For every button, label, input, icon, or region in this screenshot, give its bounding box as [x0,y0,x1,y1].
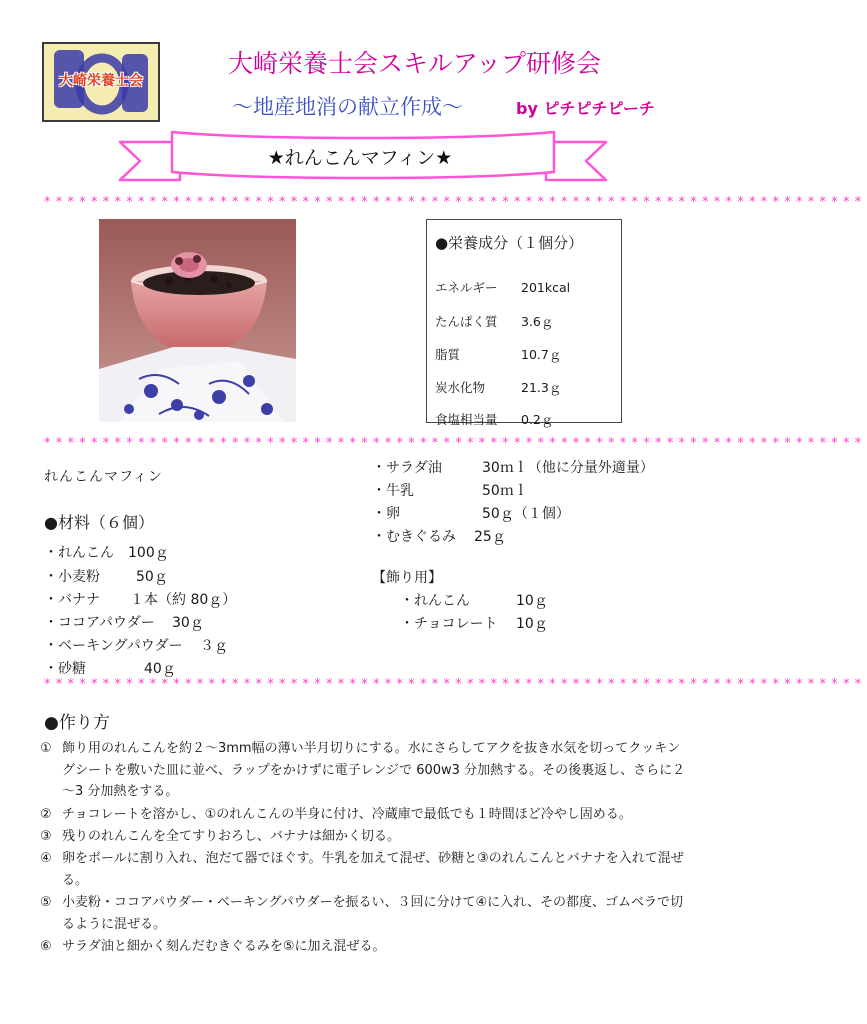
step-number: ② [40,807,52,822]
ingredient-amount: 10ｇ [516,616,548,632]
ingredients-title: ●材料（６個） [44,513,154,532]
ingredient-item [44,612,204,632]
ingredient-amount: ３ｇ [200,638,228,654]
ingredient-amount: 50ｇ [136,569,168,585]
nutrition-row [435,312,553,330]
nutrition-value: 10.7ｇ [521,347,562,362]
nutrition-facts-box [426,219,622,427]
nutrition-label: エネルギー [435,280,498,295]
method-step [40,826,690,848]
ingredient-name: ・砂糖 [44,661,86,677]
method-step [40,848,690,891]
step-number: ① [40,741,52,756]
nutrition-label: 脂質 [435,347,461,362]
ingredient-amount: 30ｇ [172,615,204,631]
ingredient-name: ・牛乳 [372,483,414,499]
ingredient-name: ・れんこん [400,593,470,609]
dish-name: れんこんマフィン [44,469,163,485]
decoration-item [400,590,548,610]
step-number: ④ [40,851,52,866]
decoration-item [400,613,548,633]
ingredient-name: ・バナナ [44,592,100,608]
ingredient-item [372,503,570,523]
ingredient-name: ・ベーキングパウダー [44,638,183,654]
nutrition-value: 3.6ｇ [521,314,554,329]
method-step [40,892,690,935]
ingredient-name: ・チョコレート [400,616,498,632]
ingredient-amount: 50ｍｌ [482,483,528,499]
recipe-banner-title: ★れんこんマフィン★ [267,147,453,169]
step-text: 小麦粉・ココアパウダー・ベーキングパウダーを振るい、３回に分けて④に入れ、その都度、ゴムベラで切るように混ぜる。 [62,895,683,932]
ingredient-amount: 30ｍｌ（他に分量外適量） [482,460,654,476]
author-byline: by ピチピチピーチ [516,99,655,118]
ingredient-name: ・むきぐるみ [372,529,456,545]
ingredient-amount: 100ｇ [128,545,169,561]
page-subtitle: ～地産地消の献立作成～ [232,95,463,119]
method-title: ●作り方 [44,713,110,733]
ingredient-name: ・サラダ油 [372,460,442,476]
nutrition-row [435,410,553,428]
step-text: 残りのれんこんを全てすりおろし、バナナは細かく切る。 [62,829,401,844]
ingredient-amount: 50ｇ（１個） [482,506,570,522]
step-text: 飾り用のれんこんを約２～3mm幅の薄い半月切りにする。水にさらしてアクを抜き水気を切ってクッキングシートを敷いた皿に並べ、ラップをかけずに電子レンジで 600w3 分加熱する。その後裏返し、さらに２～3 分加熱をする。 [62,741,686,799]
nutrition-row [435,278,570,296]
ingredient-item [372,457,654,477]
ingredient-item [44,658,176,678]
star-divider: ********************************************************************** [44,677,867,692]
ingredient-item [44,589,236,609]
nutrition-value: 21.3ｇ [521,380,562,395]
logo-text: 大崎栄養士会 [59,73,143,89]
star-divider: ********************************************************************** [44,195,867,210]
nutrition-value: 201kcal [521,280,571,295]
method-step [40,804,690,826]
step-text: チョコレートを溶かし、①のれんこんの半身に付け、冷蔵庫で最低でも１時間ほど冷やし固める。 [62,807,632,822]
ingredient-amount: 10ｇ [516,593,548,609]
ingredient-item [44,542,169,562]
nutrition-row [435,378,561,396]
nutrition-row [435,345,561,363]
step-number: ⑥ [40,939,52,954]
nutrition-value: 0.2ｇ [521,412,554,427]
nutrition-label: たんぱく質 [435,314,498,329]
step-text: 卵をボールに割り入れ、泡だて器でほぐす。牛乳を加えて混ぜ、砂糖と③のれんこんとバナナを入れて混ぜる。 [62,851,684,888]
step-text: サラダ油と細かく刻んだむきぐるみを⑤に加え混ぜる。 [62,939,386,954]
ingredient-item [372,526,506,546]
nutrition-title: ●栄養成分（１個分） [435,234,584,252]
star-divider: ********************************************************************** [44,436,867,451]
step-number: ③ [40,829,52,844]
ingredient-item [44,566,168,586]
association-logo [42,42,160,122]
ingredient-item [372,480,528,500]
ingredient-name: ・れんこん [44,545,114,561]
ingredient-item [44,635,228,655]
muffin-photo [99,219,296,422]
ingredient-amount: 25ｇ [474,529,506,545]
decoration-title: 【飾り用】 [372,570,442,586]
nutrition-label: 食塩相当量 [435,412,498,427]
page-title: 大崎栄養士会スキルアップ研修会 [228,49,602,78]
method-step [40,936,690,958]
ingredient-amount: １本（約 80ｇ） [130,592,237,608]
nutrition-label: 炭水化物 [435,380,486,395]
ingredient-name: ・ココアパウダー [44,615,155,631]
ingredient-amount: 40ｇ [144,661,176,677]
method-step [40,738,690,803]
ingredient-name: ・卵 [372,506,400,522]
step-number: ⑤ [40,895,52,910]
ingredient-name: ・小麦粉 [44,569,100,585]
